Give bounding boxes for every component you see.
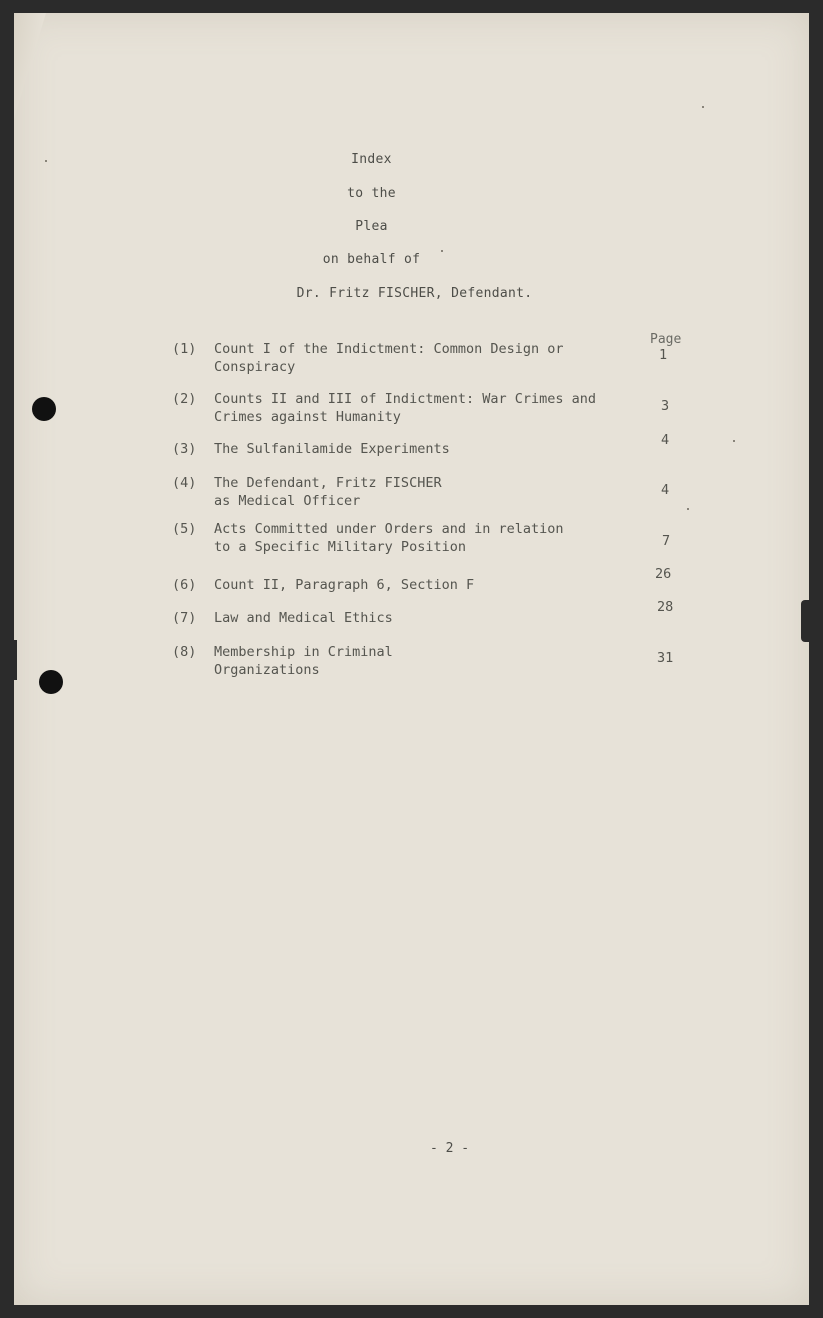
heading-line-defendant: Dr. Fritz FISCHER, Defendant. [296, 286, 533, 301]
entry-page: 28 [657, 599, 674, 615]
entry-title: The Defendant, Fritz FISCHER as Medical Officer [214, 475, 442, 509]
entry-number: (7) [172, 610, 197, 626]
entry-number: (4) [172, 475, 197, 491]
entry-page: 31 [657, 650, 674, 666]
entry-number: (2) [172, 391, 197, 407]
heading-line-on-behalf: on behalf of [322, 252, 421, 267]
entry-page: 7 [662, 533, 671, 549]
entry-number: (1) [172, 341, 197, 357]
entry-page: 4 [661, 482, 670, 498]
entry-title: Count I of the Indictment: Common Design or Conspiracy [214, 341, 564, 375]
entry-number: (3) [172, 441, 197, 457]
entry-page: 4 [661, 432, 670, 448]
punch-hole-top [32, 397, 56, 421]
page-column-label: Page [650, 332, 682, 347]
entry-number: (8) [172, 644, 197, 660]
heading-line-to-the: to the [347, 186, 396, 201]
entry-title: Acts Committed under Orders and in relation to a Specific Military Position [214, 521, 564, 555]
punch-hole-bottom [39, 670, 63, 694]
entry-page: 3 [661, 398, 670, 414]
heading-line-plea: Plea [355, 219, 388, 234]
paper-speck [733, 440, 735, 442]
entry-title: Law and Medical Ethics [214, 610, 393, 626]
entry-number: (5) [172, 521, 197, 537]
footer-page-number: - 2 - [430, 1141, 470, 1156]
entry-page: 1 [659, 347, 668, 363]
entry-number: (6) [172, 577, 197, 593]
entry-title: Membership in Criminal Organizations [214, 644, 393, 678]
entry-title: Counts II and III of Indictment: War Crimes and Crimes against Humanity [214, 391, 597, 425]
entry-title: The Sulfanilamide Experiments [214, 441, 450, 457]
heading-line-index: Index [351, 152, 392, 167]
edge-notch-right [801, 600, 810, 642]
edge-notch-left [12, 640, 17, 680]
entry-title: Count II, Paragraph 6, Section F [214, 577, 475, 593]
entry-page: 26 [655, 566, 672, 582]
paper-speck [702, 106, 704, 108]
paper-speck [687, 508, 689, 510]
